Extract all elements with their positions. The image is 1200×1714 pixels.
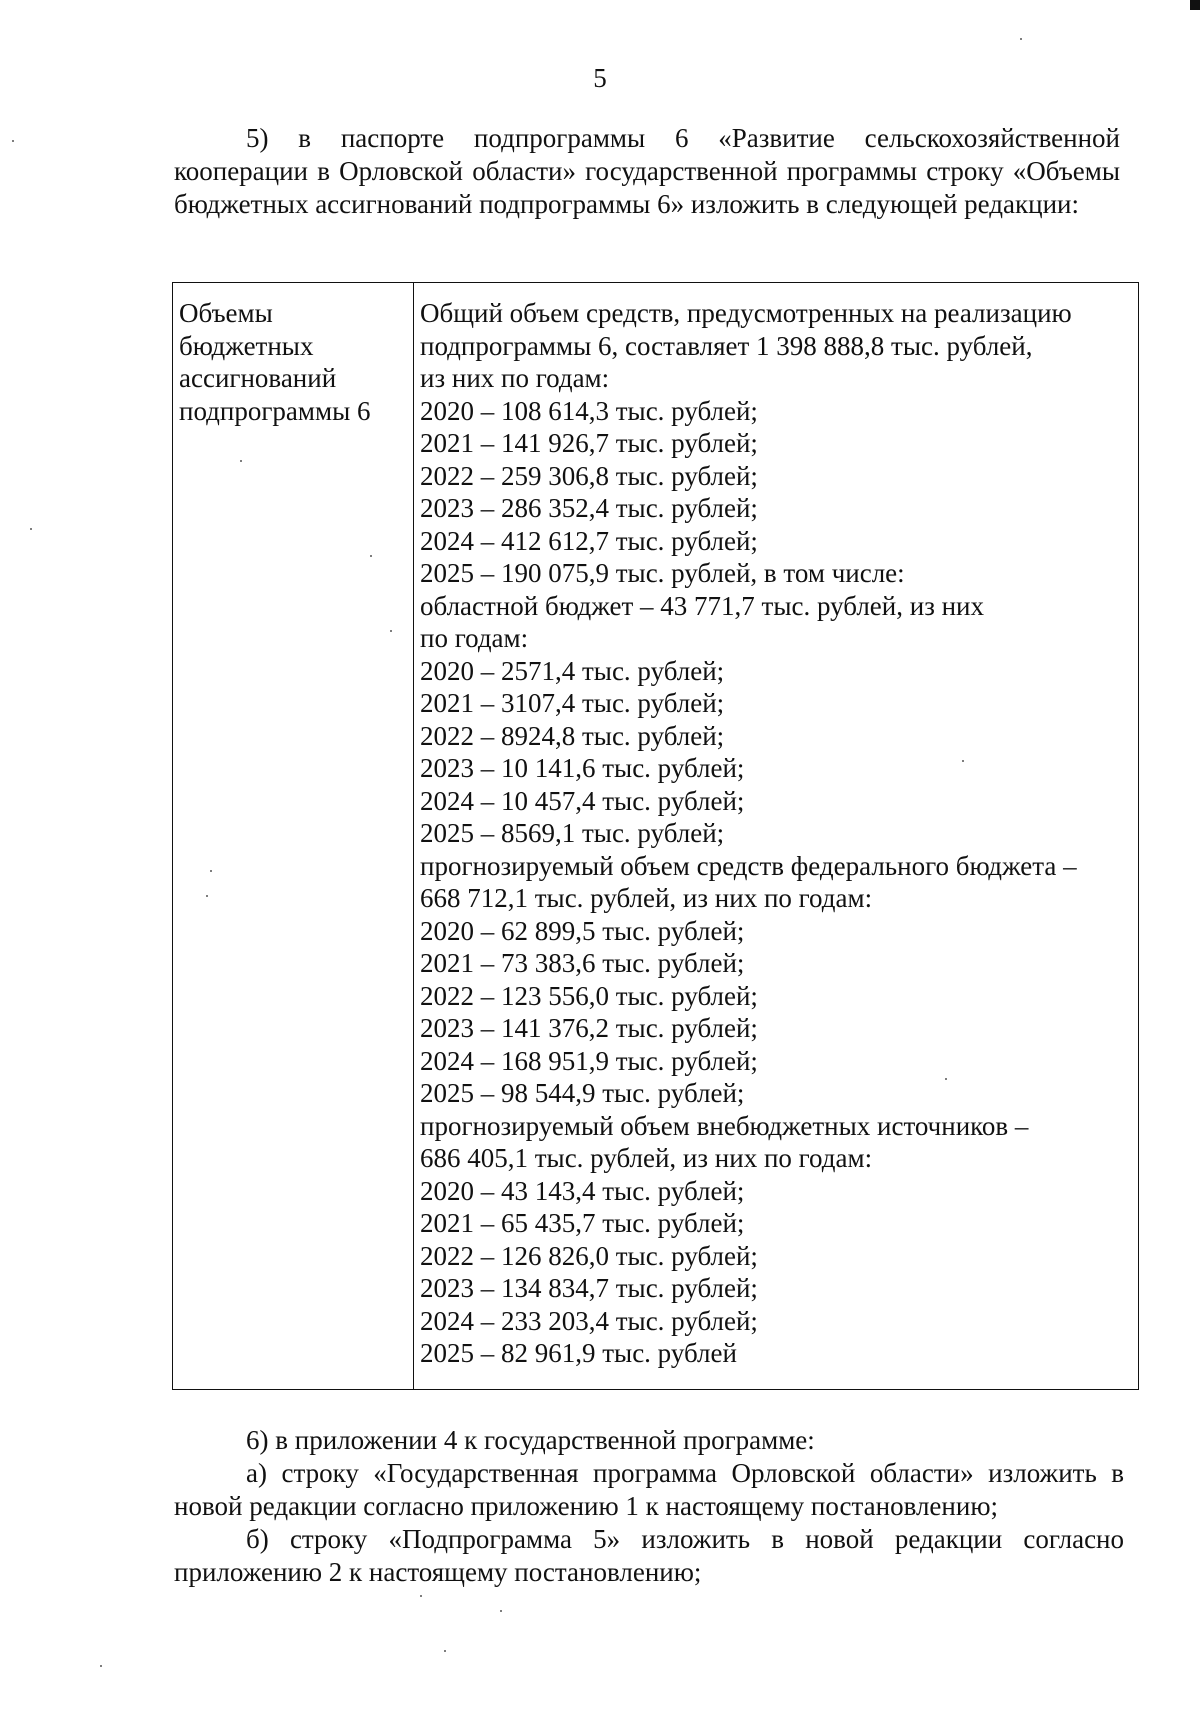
value-line: 2022 – 126 826,0 тыс. рублей; (420, 1240, 758, 1271)
value-line: 2021 – 65 435,7 тыс. рублей; (420, 1208, 745, 1238)
scan-speck (444, 1650, 446, 1652)
scan-speck (962, 760, 964, 762)
value-line: 2021 – 73 383,6 тыс. рублей; (420, 948, 745, 978)
value-line: Общий объем средств, предусмотренных на реализацию (420, 298, 1072, 328)
value-line: прогнозируемый объем средств федерального бюджета – (420, 850, 1077, 881)
value-line: 2025 – 190 075,9 тыс. рублей, в том числе: (420, 558, 905, 588)
scan-speck (1020, 38, 1022, 40)
value-line: подпрограммы 6, составляет 1 398 888,8 тыс. рублей, (420, 330, 1033, 361)
intro-paragraph: 5) в паспорте подпрограммы 6 «Развитие сельскохозяйственной кооперации в Орловской области» государственной программы строку «Объемы бюджетных ассигнований подпрограммы 6» изложить в следующей редакции: (174, 123, 1120, 219)
page-number: 5 (593, 63, 607, 93)
amendment-paragraphs (174, 1424, 1124, 1589)
value-line: по годам: (420, 623, 529, 653)
value-line: 2023 – 10 141,6 тыс. рублей; (420, 753, 745, 783)
value-line: из них по годам: (420, 363, 610, 393)
scan-speck (420, 1595, 422, 1597)
value-line: 2023 – 141 376,2 тыс. рублей; (420, 1013, 758, 1043)
scan-speck (30, 528, 32, 530)
value-line: 2024 – 412 612,7 тыс. рублей; (420, 525, 758, 556)
value-line: 2024 – 168 951,9 тыс. рублей; (420, 1045, 758, 1076)
value-line: 686 405,1 тыс. рублей, из них по годам: (420, 1143, 873, 1173)
scan-speck (12, 140, 14, 142)
paragraph-item-a: а) строку «Государственная программа Орловской области» изложить в новой редакции согласно приложению 1 к настоящему постановлению; (174, 1458, 1124, 1521)
label-line: бюджетных (179, 330, 314, 361)
scan-speck (370, 555, 372, 557)
value-line: 2022 – 8924,8 тыс. рублей; (420, 720, 725, 751)
value-line: областной бюджет – 43 771,7 тыс. рублей, из них (420, 590, 985, 621)
scan-speck (100, 1665, 102, 1667)
table-row (173, 283, 1139, 1390)
value-line: 2020 – 2571,4 тыс. рублей; (420, 655, 725, 686)
value-line: 2021 – 141 926,7 тыс. рублей; (420, 428, 758, 458)
value-line: 2020 – 62 899,5 тыс. рублей; (420, 915, 745, 946)
scan-corner-mark (1190, 0, 1200, 10)
scan-speck (500, 1610, 502, 1612)
value-line: 2025 – 82 961,9 тыс. рублей (420, 1338, 737, 1368)
value-line: 2022 – 123 556,0 тыс. рублей; (420, 980, 758, 1011)
value-line: 2021 – 3107,4 тыс. рублей; (420, 688, 725, 718)
value-line: 2024 – 233 203,4 тыс. рублей; (420, 1305, 758, 1336)
paragraph-item-6: 6) в приложении 4 к государственной программе: (246, 1425, 815, 1455)
value-line: прогнозируемый объем внебюджетных источников – (420, 1110, 1029, 1141)
value-line: 2025 – 8569,1 тыс. рублей; (420, 818, 725, 848)
label-line: ассигнований (179, 363, 337, 393)
table-label-cell (173, 283, 414, 1390)
value-line: 2024 – 10 457,4 тыс. рублей; (420, 785, 745, 816)
scan-speck (945, 1078, 947, 1080)
value-line: 668 712,1 тыс. рублей, из них по годам: (420, 883, 873, 913)
value-line: 2020 – 108 614,3 тыс. рублей; (420, 395, 758, 426)
value-line: 2025 – 98 544,9 тыс. рублей; (420, 1078, 745, 1108)
label-line: подпрограммы 6 (179, 395, 371, 426)
label-line: Объемы (179, 298, 273, 328)
scan-speck (210, 870, 212, 872)
value-line: 2023 – 286 352,4 тыс. рублей; (420, 493, 758, 523)
value-line: 2023 – 134 834,7 тыс. рублей; (420, 1273, 758, 1303)
table-value-cell (414, 283, 1139, 1390)
paragraph-item-b: б) строку «Подпрограмма 5» изложить в новой редакции согласно приложению 2 к настоящему постановлению; (174, 1524, 1124, 1587)
scan-speck (390, 630, 392, 632)
value-line: 2020 – 43 143,4 тыс. рублей; (420, 1175, 745, 1206)
budget-allocation-table (172, 282, 1139, 1390)
scan-speck (206, 895, 208, 897)
value-line: 2022 – 259 306,8 тыс. рублей; (420, 460, 758, 491)
scan-speck (240, 460, 242, 462)
